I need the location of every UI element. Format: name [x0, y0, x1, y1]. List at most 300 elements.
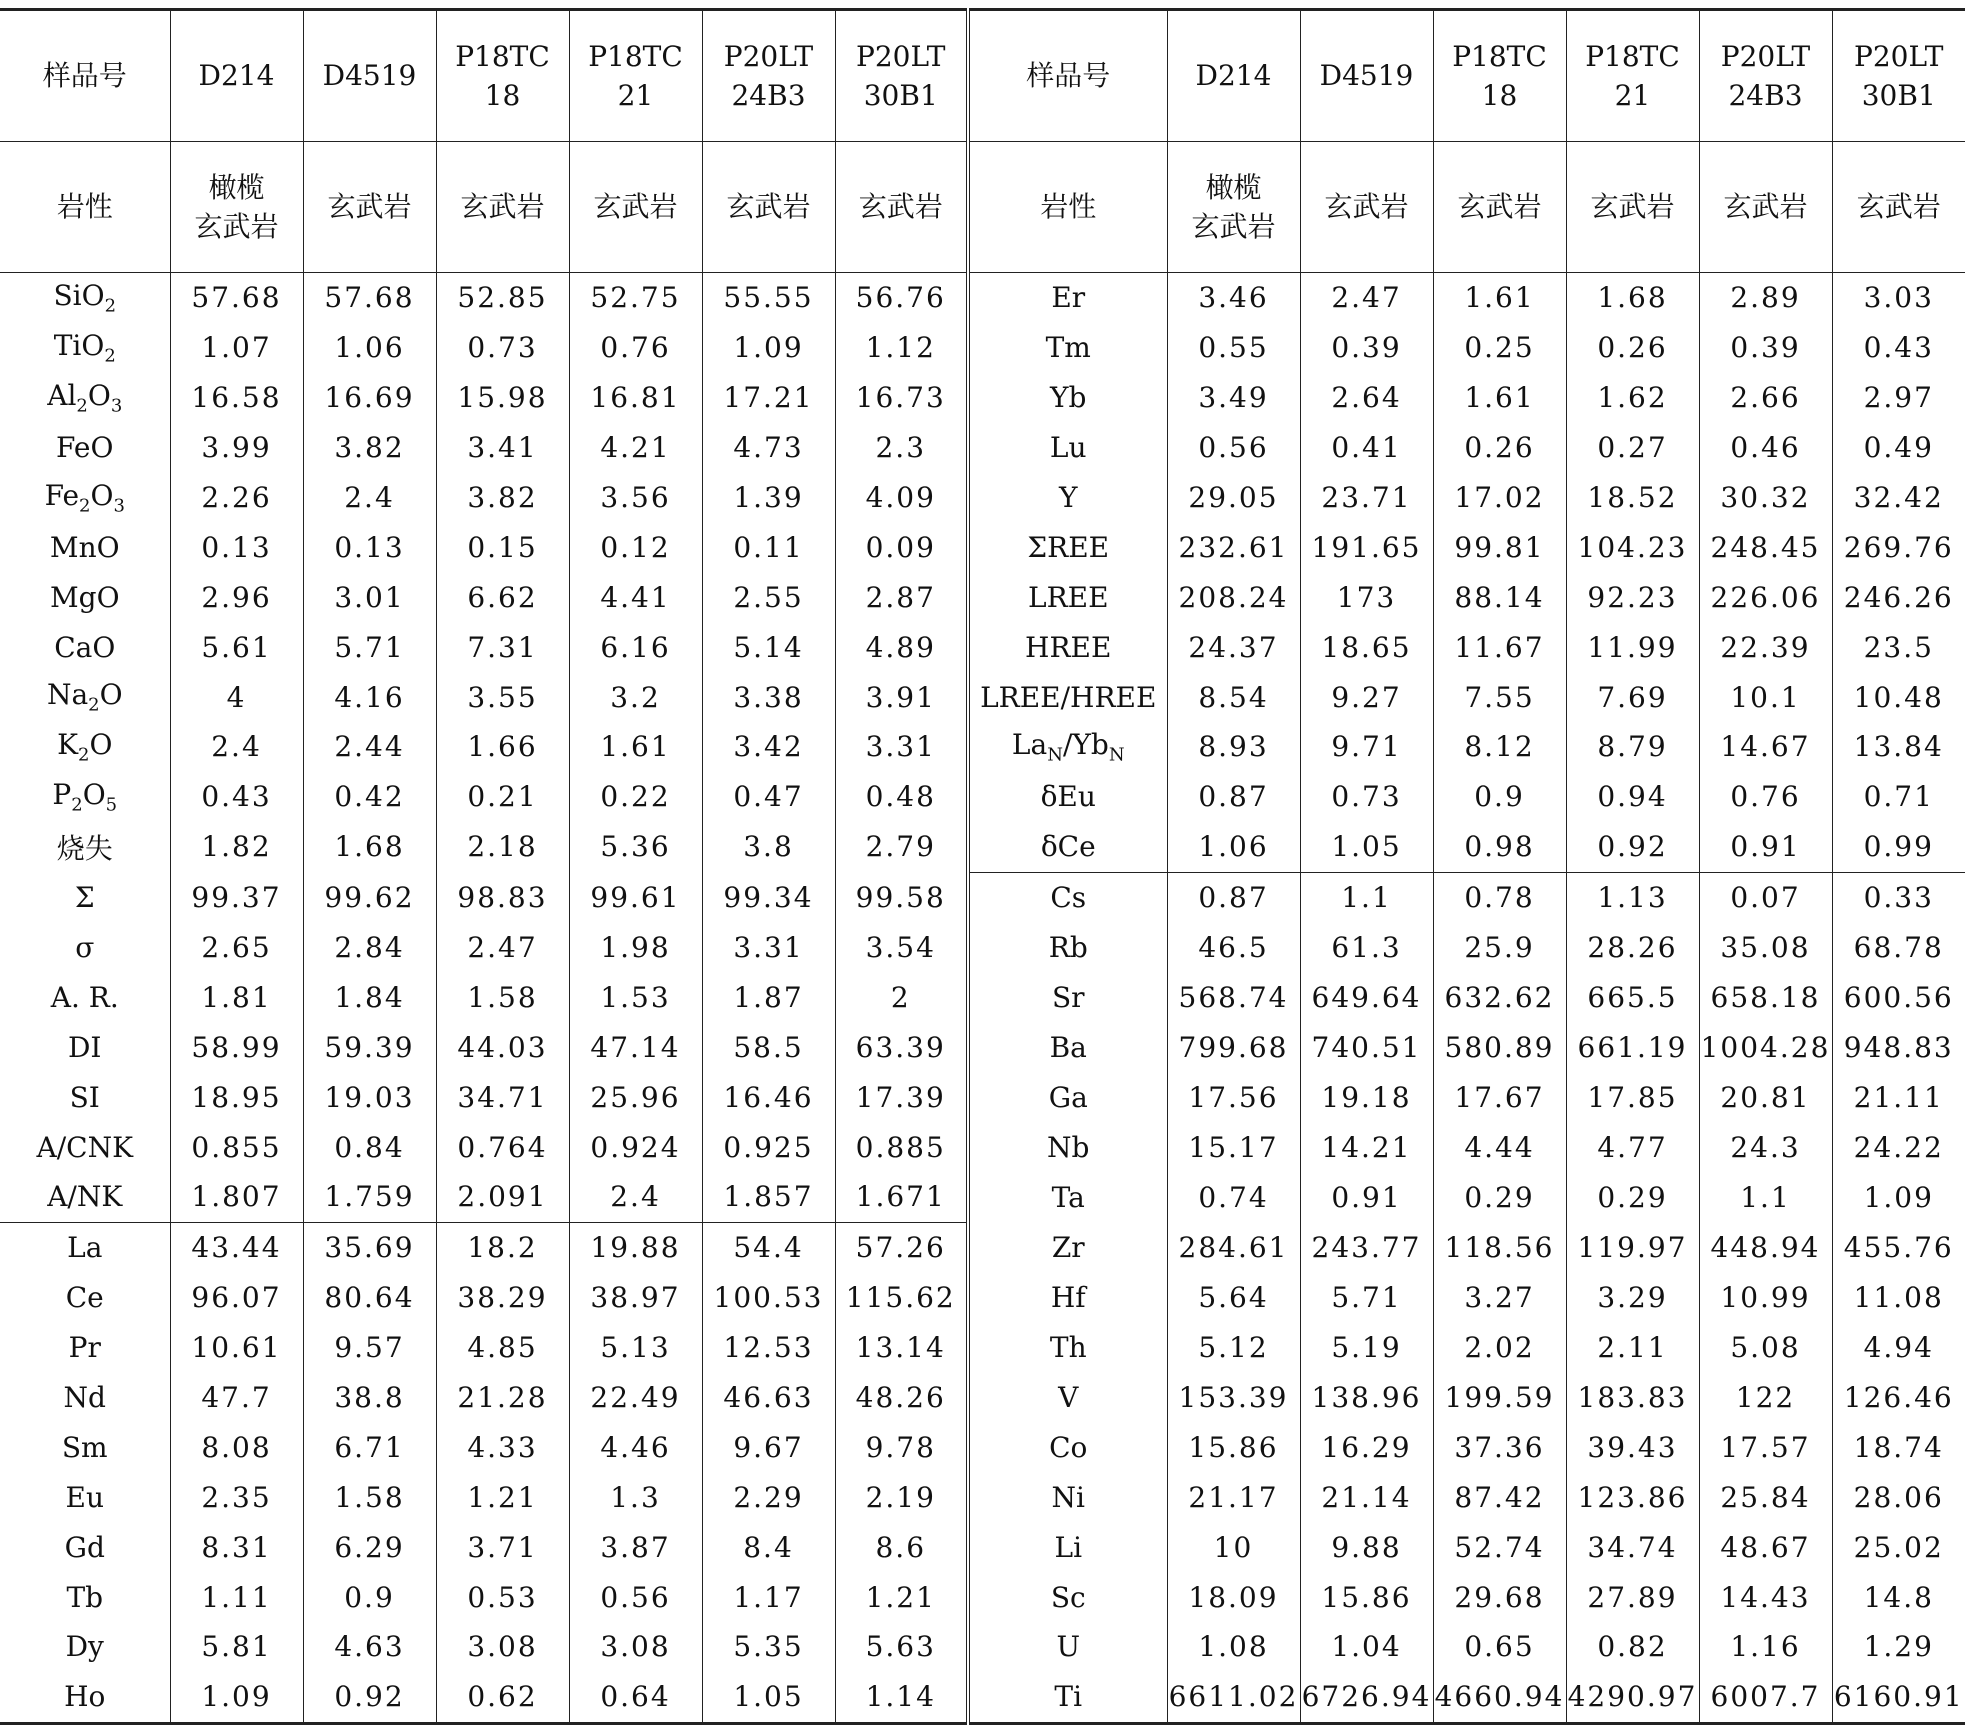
value-cell: 43.44	[170, 1222, 303, 1272]
row-label: A. R.	[0, 972, 170, 1022]
value-cell: 0.87	[1167, 872, 1300, 922]
row-label: LREE	[968, 572, 1167, 622]
row-label: Lu	[968, 423, 1167, 473]
value-cell: 18.52	[1566, 473, 1699, 523]
row-label: Rb	[968, 923, 1167, 973]
value-cell: 0.99	[1832, 822, 1965, 872]
value-cell: 3.55	[436, 672, 569, 722]
value-cell: 3.27	[1433, 1273, 1566, 1323]
value-cell: 0.29	[1566, 1172, 1699, 1222]
value-cell: 10.99	[1699, 1273, 1832, 1323]
row-label: A/CNK	[0, 1122, 170, 1172]
value-cell: 1.06	[1167, 822, 1300, 872]
value-cell: 4.94	[1863, 1331, 1934, 1365]
value-cell: 16.73	[835, 373, 968, 423]
value-cell: 25.9	[1433, 923, 1566, 973]
value-cell: 0.53	[436, 1572, 569, 1622]
table-row	[0, 672, 1965, 722]
value-cell: 0.39	[1300, 323, 1433, 373]
row-label: Sc	[968, 1572, 1167, 1622]
value-cell: 20.81	[1699, 1072, 1832, 1122]
value-cell: 208.24	[1167, 572, 1300, 622]
value-cell: 0.47	[702, 772, 835, 822]
value-cell: 99.62	[303, 872, 436, 922]
value-cell: 0.84	[303, 1122, 436, 1172]
value-cell: 740.51	[1300, 1022, 1433, 1072]
value-cell: 6611.02	[1167, 1672, 1300, 1723]
value-cell: 48.26	[835, 1373, 968, 1423]
value-cell: 0.42	[303, 772, 436, 822]
value-cell: 8.6	[835, 1522, 968, 1572]
value-cell: 0.13	[303, 522, 436, 572]
sample-column-header: P18TC 21	[1566, 10, 1699, 142]
value-cell: 8.93	[1167, 722, 1300, 772]
value-cell: 3.31	[835, 722, 968, 772]
value-cell: 0.29	[1433, 1172, 1566, 1222]
value-cell: 61.3	[1300, 923, 1433, 973]
row-label: $Fe_2O_3$	[0, 473, 170, 523]
value-cell: 123.86	[1566, 1472, 1699, 1522]
value-cell: 1.09	[1863, 1180, 1934, 1214]
value-cell: 3.54	[835, 923, 968, 973]
value-cell: 21.14	[1300, 1472, 1433, 1522]
table-row	[0, 822, 1965, 872]
lithology-value: 橄榄 玄武岩	[1167, 142, 1300, 273]
table-row	[0, 1572, 1965, 1622]
row-label: Co	[968, 1422, 1167, 1472]
value-cell: 7.69	[1566, 672, 1699, 722]
table-row	[0, 1422, 1965, 1472]
table-row	[0, 1222, 1965, 1272]
value-cell: 6.71	[303, 1422, 436, 1472]
value-cell: 0.15	[436, 522, 569, 572]
value-cell: 28.06	[1853, 1480, 1944, 1514]
lithology-value: 玄武岩	[1832, 142, 1965, 273]
value-cell: 0.43	[170, 772, 303, 822]
value-cell: 1.1	[1300, 872, 1433, 922]
value-cell: 1.08	[1167, 1622, 1300, 1672]
value-cell: 4.09	[835, 473, 968, 523]
value-cell: 17.21	[702, 373, 835, 423]
value-cell: 39.43	[1566, 1422, 1699, 1472]
value-cell: 1.66	[436, 722, 569, 772]
value-cell: 2	[835, 972, 968, 1022]
value-cell: 17.39	[835, 1072, 968, 1122]
value-cell: 1.05	[702, 1672, 835, 1723]
value-cell: 3.03	[1863, 281, 1934, 315]
value-cell: 14.8	[1863, 1580, 1934, 1614]
table-row	[0, 373, 1965, 423]
value-cell: 6.29	[303, 1522, 436, 1572]
value-cell: 3.56	[569, 473, 702, 523]
value-cell: 4.44	[1433, 1122, 1566, 1172]
value-cell: 5.13	[569, 1323, 702, 1373]
row-label: Yb	[968, 373, 1167, 423]
value-cell: 57.68	[303, 273, 436, 323]
value-cell: 56.76	[835, 273, 968, 323]
sample-column-header: P18TC 18	[1433, 10, 1566, 142]
value-cell: 100.53	[702, 1273, 835, 1323]
value-cell: 0.11	[702, 522, 835, 572]
value-cell: 1.05	[1300, 822, 1433, 872]
value-cell: 0.25	[1433, 323, 1566, 373]
value-cell: 87.42	[1433, 1472, 1566, 1522]
value-cell: 11.99	[1566, 622, 1699, 672]
row-label: $K_2O$	[0, 722, 170, 772]
value-cell: 1.84	[303, 972, 436, 1022]
value-cell: 191.65	[1300, 522, 1433, 572]
sample-column-header: P20LT 30B1	[1832, 10, 1965, 142]
lithology-value: 玄武岩	[1433, 142, 1566, 273]
value-cell: 92.23	[1566, 572, 1699, 622]
value-cell: 0.764	[436, 1122, 569, 1172]
value-cell: 99.37	[170, 872, 303, 922]
value-cell: 2.66	[1699, 373, 1832, 423]
value-cell: 568.74	[1167, 972, 1300, 1022]
value-cell: 9.88	[1300, 1522, 1433, 1572]
row-label: Ga	[968, 1072, 1167, 1122]
value-cell: 16.46	[702, 1072, 835, 1122]
value-cell: 2.4	[170, 722, 303, 772]
value-cell: 3.49	[1167, 373, 1300, 423]
value-cell: 5.71	[1300, 1273, 1433, 1323]
value-cell: 0.87	[1167, 772, 1300, 822]
value-cell: 23.5	[1863, 630, 1934, 664]
value-cell: 1.81	[170, 972, 303, 1022]
value-cell: 0.91	[1699, 822, 1832, 872]
value-cell: 18.95	[170, 1072, 303, 1122]
value-cell: 183.83	[1566, 1373, 1699, 1423]
row-label: Gd	[0, 1522, 170, 1572]
value-cell: 0.73	[436, 323, 569, 373]
value-cell: 6.62	[436, 572, 569, 622]
table-row	[0, 522, 1965, 572]
value-cell: 1.3	[569, 1472, 702, 1522]
row-label: σ	[0, 923, 170, 973]
value-cell: 99.34	[702, 872, 835, 922]
value-cell: 1.39	[702, 473, 835, 523]
value-cell: 21.17	[1167, 1472, 1300, 1522]
value-cell: 2.65	[170, 923, 303, 973]
lithology-value: 玄武岩	[1566, 142, 1699, 273]
value-cell: 3.71	[436, 1522, 569, 1572]
value-cell: 2.89	[1699, 273, 1832, 323]
value-cell: 799.68	[1167, 1022, 1300, 1072]
table-row	[0, 572, 1965, 622]
value-cell: 1.21	[436, 1472, 569, 1522]
value-cell: 63.39	[835, 1022, 968, 1072]
value-cell: 661.19	[1566, 1022, 1699, 1072]
value-cell: 5.19	[1300, 1323, 1433, 1373]
value-cell: 126.46	[1843, 1381, 1954, 1415]
value-cell: 6726.94	[1300, 1672, 1433, 1723]
row-label: ΣREE	[968, 522, 1167, 572]
value-cell: 5.61	[170, 622, 303, 672]
row-label: A/NK	[0, 1172, 170, 1222]
row-label: Th	[968, 1323, 1167, 1373]
value-cell: 4.21	[569, 423, 702, 473]
value-cell: 19.03	[303, 1072, 436, 1122]
row-label: Σ	[0, 872, 170, 922]
table-row	[0, 1373, 1965, 1423]
value-cell: 98.83	[436, 872, 569, 922]
value-cell: 8.31	[170, 1522, 303, 1572]
table-row	[0, 323, 1965, 373]
value-cell: 0.925	[702, 1122, 835, 1172]
table-row	[0, 273, 1965, 323]
value-cell: 28.26	[1566, 923, 1699, 973]
table-row	[0, 1273, 1965, 1323]
table-row	[0, 923, 1965, 973]
value-cell: 21.11	[1853, 1080, 1944, 1114]
value-cell: 6160.91	[1833, 1680, 1964, 1714]
value-cell: 13.84	[1853, 730, 1944, 764]
value-cell: 2.35	[170, 1472, 303, 1522]
table-row	[0, 1172, 1965, 1222]
row-label: Cs	[968, 872, 1167, 922]
value-cell: 4.16	[303, 672, 436, 722]
value-cell: 0.98	[1433, 822, 1566, 872]
value-cell: 0.07	[1699, 872, 1832, 922]
row-label: Li	[968, 1522, 1167, 1572]
value-cell: 1.82	[170, 822, 303, 872]
value-cell: 30.32	[1699, 473, 1832, 523]
value-cell: 1.13	[1566, 872, 1699, 922]
row-label: FeO	[0, 423, 170, 473]
value-cell: 35.69	[303, 1222, 436, 1272]
value-cell: 57.68	[170, 273, 303, 323]
table-row	[0, 1122, 1965, 1172]
value-cell: 1.07	[170, 323, 303, 373]
value-cell: 46.5	[1167, 923, 1300, 973]
value-cell: 3.87	[569, 1522, 702, 1572]
value-cell: 4290.97	[1566, 1672, 1699, 1723]
row-label: δEu	[968, 772, 1167, 822]
geochemistry-table	[0, 8, 1965, 1725]
value-cell: 35.08	[1699, 923, 1832, 973]
sample-column-header: P20LT 24B3	[702, 10, 835, 142]
value-cell: 1.06	[303, 323, 436, 373]
value-cell: 10.48	[1853, 680, 1944, 714]
value-cell: 0.73	[1300, 772, 1433, 822]
lithology-value: 玄武岩	[835, 142, 968, 273]
value-cell: 0.46	[1699, 423, 1832, 473]
row-label: Nd	[0, 1373, 170, 1423]
value-cell: 10	[1167, 1522, 1300, 1572]
value-cell: 9.57	[303, 1323, 436, 1373]
value-cell: 15.17	[1167, 1122, 1300, 1172]
value-cell: 17.57	[1699, 1422, 1832, 1472]
value-cell: 2.87	[835, 572, 968, 622]
value-cell: 3.08	[569, 1622, 702, 1672]
value-cell: 0.09	[835, 522, 968, 572]
row-label: U	[968, 1622, 1167, 1672]
value-cell: 1.11	[170, 1572, 303, 1622]
value-cell: 3.99	[170, 423, 303, 473]
value-cell: 18.09	[1167, 1572, 1300, 1622]
value-cell: 22.39	[1699, 622, 1832, 672]
value-cell: 246.26	[1843, 580, 1954, 614]
sample-column-header: P18TC 21	[569, 10, 702, 142]
lithology-value: 玄武岩	[569, 142, 702, 273]
value-cell: 16.81	[569, 373, 702, 423]
value-cell: 0.9	[303, 1572, 436, 1622]
value-cell: 32.42	[1853, 481, 1944, 514]
value-cell: 269.76	[1843, 530, 1954, 564]
value-cell: 24.22	[1853, 1130, 1944, 1164]
value-cell: 232.61	[1167, 522, 1300, 572]
value-cell: 1.68	[1566, 273, 1699, 323]
sample-id-header: 样品号	[0, 10, 170, 142]
value-cell: 8.12	[1433, 722, 1566, 772]
value-cell: 55.55	[702, 273, 835, 323]
value-cell: 0.855	[170, 1122, 303, 1172]
value-cell: 38.8	[303, 1373, 436, 1423]
value-cell: 2.11	[1566, 1323, 1699, 1373]
row-label: MnO	[0, 522, 170, 572]
row-label: Hf	[968, 1273, 1167, 1323]
value-cell: 948.83	[1843, 1030, 1954, 1064]
sample-id-header: 样品号	[968, 10, 1167, 142]
value-cell: 11.67	[1433, 622, 1566, 672]
sample-column-header: P18TC 18	[436, 10, 569, 142]
value-cell: 3.2	[569, 672, 702, 722]
lithology-value: 玄武岩	[303, 142, 436, 273]
value-cell: 4.33	[436, 1422, 569, 1472]
value-cell: 2.79	[835, 822, 968, 872]
table-row	[0, 1472, 1965, 1522]
value-cell: 2.97	[1863, 381, 1934, 415]
value-cell: 46.63	[702, 1373, 835, 1423]
value-cell: 3.82	[303, 423, 436, 473]
row-label: Ho	[0, 1672, 170, 1723]
value-cell: 52.75	[569, 273, 702, 323]
row-label: LREE/HREE	[968, 672, 1167, 722]
value-cell: 0.82	[1566, 1622, 1699, 1672]
value-cell: 29.68	[1433, 1572, 1566, 1622]
value-cell: 2.64	[1300, 373, 1433, 423]
lithology-value: 玄武岩	[702, 142, 835, 273]
value-cell: 68.78	[1853, 931, 1944, 965]
value-cell: 25.02	[1853, 1530, 1944, 1564]
value-cell: 3.46	[1167, 273, 1300, 323]
value-cell: 48.67	[1699, 1522, 1832, 1572]
sample-column-header: D214	[1167, 10, 1300, 142]
row-label: TiO$_2$	[0, 323, 170, 373]
value-cell: 1.04	[1300, 1622, 1433, 1672]
value-cell: 122	[1699, 1373, 1832, 1423]
value-cell: 24.37	[1167, 622, 1300, 672]
value-cell: 0.43	[1863, 331, 1934, 365]
value-cell: 600.56	[1843, 980, 1954, 1014]
row-label: DI	[0, 1022, 170, 1072]
row-label: CaO	[0, 622, 170, 672]
value-cell: 4	[170, 672, 303, 722]
value-cell: 4.41	[569, 572, 702, 622]
value-cell: 5.81	[170, 1622, 303, 1672]
row-label: Sm	[0, 1422, 170, 1472]
value-cell: 1.759	[303, 1172, 436, 1222]
value-cell: 2.19	[835, 1472, 968, 1522]
row-label: Ta	[968, 1172, 1167, 1222]
value-cell: 3.08	[436, 1622, 569, 1672]
row-label: Tb	[0, 1572, 170, 1622]
value-cell: 0.64	[569, 1672, 702, 1723]
value-cell: 0.48	[835, 772, 968, 822]
value-cell: 13.14	[835, 1323, 968, 1373]
value-cell: 25.96	[569, 1072, 702, 1122]
value-cell: 12.53	[702, 1323, 835, 1373]
value-cell: 199.59	[1433, 1373, 1566, 1423]
value-cell: 18.65	[1300, 622, 1433, 672]
value-cell: 284.61	[1167, 1222, 1300, 1272]
value-cell: 58.5	[702, 1022, 835, 1072]
value-cell: 1.87	[702, 972, 835, 1022]
value-cell: 0.76	[569, 323, 702, 373]
value-cell: 47.14	[569, 1022, 702, 1072]
value-cell: 99.58	[835, 872, 968, 922]
value-cell: 0.26	[1433, 423, 1566, 473]
value-cell: 243.77	[1300, 1222, 1433, 1272]
value-cell: 0.26	[1566, 323, 1699, 373]
row-label: $Al_2O_3$	[0, 373, 170, 423]
value-cell: 119.97	[1566, 1222, 1699, 1272]
value-cell: 0.91	[1300, 1172, 1433, 1222]
value-cell: 19.88	[569, 1222, 702, 1272]
value-cell: 34.71	[436, 1072, 569, 1122]
value-cell: 6007.7	[1699, 1672, 1832, 1723]
lithology-value: 玄武岩	[1300, 142, 1433, 273]
value-cell: 649.64	[1300, 972, 1433, 1022]
value-cell: 0.74	[1167, 1172, 1300, 1222]
value-cell: 52.85	[436, 273, 569, 323]
table-row	[0, 1323, 1965, 1373]
value-cell: 47.7	[170, 1373, 303, 1423]
table-row	[0, 722, 1965, 772]
value-cell: 4.85	[436, 1323, 569, 1373]
value-cell: 10.61	[170, 1323, 303, 1373]
value-cell: 38.29	[436, 1273, 569, 1323]
value-cell: 1.61	[1433, 273, 1566, 323]
value-cell: 1.16	[1699, 1622, 1832, 1672]
value-cell: 455.76	[1843, 1231, 1954, 1265]
value-cell: 115.62	[835, 1273, 968, 1323]
value-cell: 1.68	[303, 822, 436, 872]
value-cell: 21.28	[436, 1373, 569, 1423]
value-cell: 5.35	[702, 1622, 835, 1672]
value-cell: 0.65	[1433, 1622, 1566, 1672]
value-cell: 0.21	[436, 772, 569, 822]
value-cell: 57.26	[835, 1222, 968, 1272]
value-cell: 24.3	[1699, 1122, 1832, 1172]
table-row	[0, 1522, 1965, 1572]
value-cell: 17.67	[1433, 1072, 1566, 1122]
value-cell: 104.23	[1566, 522, 1699, 572]
value-cell: 14.21	[1300, 1122, 1433, 1172]
value-cell: 5.63	[835, 1622, 968, 1672]
value-cell: 3.8	[702, 822, 835, 872]
value-cell: 1.12	[835, 323, 968, 373]
value-cell: 0.94	[1566, 772, 1699, 822]
value-cell: 29.05	[1167, 473, 1300, 523]
value-cell: 1.29	[1863, 1630, 1934, 1664]
value-cell: 2.4	[303, 473, 436, 523]
value-cell: 0.56	[569, 1572, 702, 1622]
value-cell: 19.18	[1300, 1072, 1433, 1122]
value-cell: 25.84	[1699, 1472, 1832, 1522]
value-cell: 6.16	[569, 622, 702, 672]
value-cell: 80.64	[303, 1273, 436, 1323]
